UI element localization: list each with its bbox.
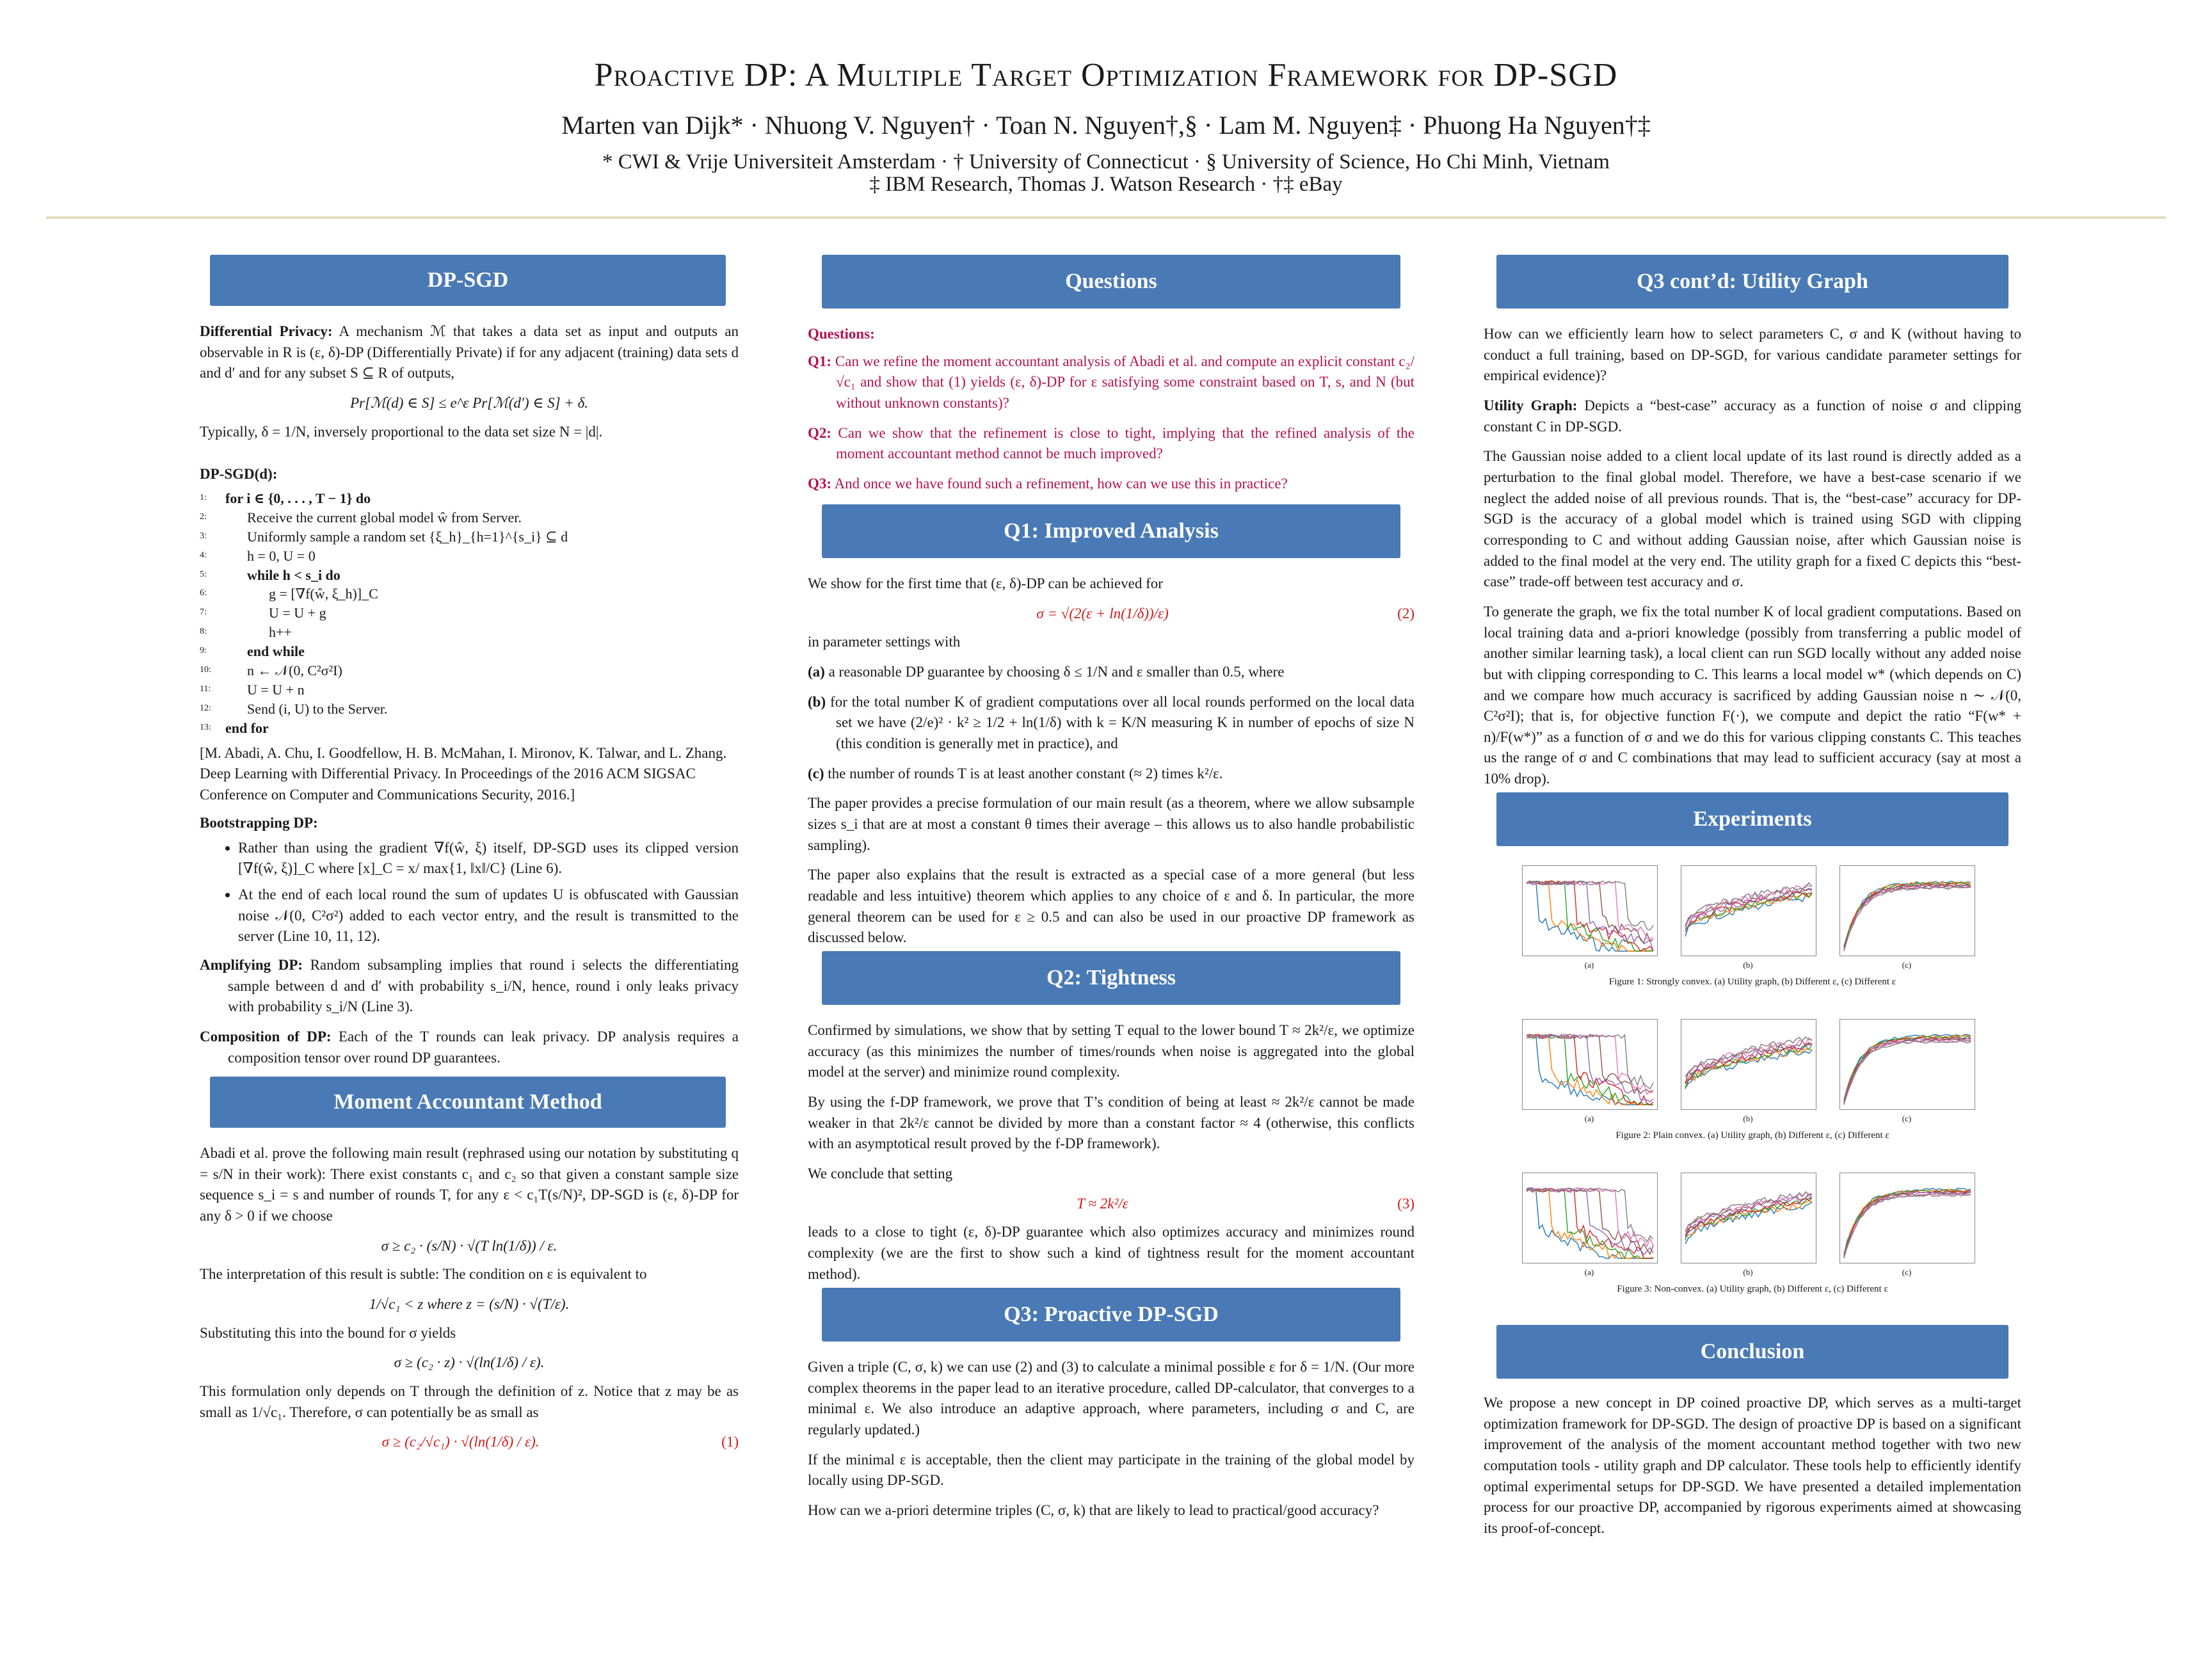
plot-series-line — [1844, 1194, 1971, 1258]
plot-series-line — [1844, 1036, 1971, 1103]
subfigure-label: (b) — [1743, 1114, 1753, 1123]
mam-paragraph-2: The interpretation of this result is subtle: The condition on ε is equivalent to — [200, 1266, 647, 1283]
algorithm-line: 7: U = U + g — [200, 605, 326, 621]
q3-paragraph-3: How can we a-priori determine triples (C, σ, k) that are likely to lead to practical/good accuracy? — [808, 1502, 1379, 1518]
subfigure-label: (b) — [1743, 1267, 1753, 1277]
question-2: Q2: Can we show that the refinement is close to tight, implying that the refined analysis of the moment accountant method cannot be much improved? — [808, 424, 1415, 462]
experiment-plot — [1681, 1173, 1816, 1263]
plot-series-line — [1844, 1038, 1971, 1103]
affiliations-line-2: ‡ IBM Research, Thomas J. Watson Research · †‡ eBay — [869, 173, 1343, 196]
algorithm-line: 13: end for — [200, 719, 269, 736]
mam-equation-4: σ ≥ (c₂/√c₁) · √(ln(1/δ) / ε). (1) — [200, 1432, 739, 1453]
section-header-conclusion: Conclusion — [1496, 1325, 2008, 1379]
experiment-plot — [1522, 865, 1658, 956]
q2-paragraph-2: By using the f-DP framework, we prove that T’s condition of being at least ≈ 2k²/ε cannot be made weaker in that 2k²/ε cannot be divided by more than a constant factor ≈ 4 (otherwise, this conflicts with an asymptotical result proved by the f-DP framework). — [808, 1093, 1415, 1152]
poster-title: Proactive DP: A Multiple Target Optimization Framework for DP-SGD — [594, 57, 1618, 93]
section-header-utility-graph: Q3 cont’d: Utility Graph — [1496, 255, 2008, 309]
amplifying-dp: Amplifying DP: Random subsampling implies that round i selects the differentiating sample between d and d′ with probability s_i/N, hence, round i only leaks privacy with probability s_i/N (Line 3). — [200, 956, 739, 1015]
figure-caption: Figure 3: Non-convex. (a) Utility graph, (b) Different ε, (c) Different ε — [1617, 1284, 1888, 1294]
plot-series-line — [1844, 1190, 1971, 1254]
moment-accountant-section — [200, 1143, 739, 1461]
section-header-moment-accountant: Moment Accountant Method — [210, 1077, 726, 1128]
plot-series-line — [1844, 881, 1971, 946]
algorithm-line: 1: for i ∈ {0, . . . , T − 1} do — [200, 490, 371, 506]
equation-number-3: (3) — [1397, 1195, 1415, 1212]
plot-series-line — [1844, 1034, 1971, 1100]
plot-series-line — [1844, 1037, 1971, 1102]
q2-paragraph-3: We conclude that setting — [808, 1165, 953, 1182]
plot-series-line — [1844, 1039, 1971, 1103]
experiment-plot — [1681, 1019, 1816, 1110]
q1-paragraph-4: The paper also explains that the result is extracted as a special case of a more general (but less readable and less intuitive) theorem which applies to any choice of ε and δ. In particular, the more general theorem can be used for ε ≥ 0.5 and can also be used in our proactive DP framework as discussed below. — [808, 867, 1415, 946]
subfigure-label: (c) — [1902, 1114, 1912, 1123]
plot-series-line — [1844, 1036, 1971, 1102]
experiment-plot — [1839, 865, 1975, 956]
subfigure-label: (c) — [1902, 1267, 1912, 1277]
section-header-q2-tightness: Q2: Tightness — [822, 951, 1400, 1005]
q1-improved-analysis-section — [808, 573, 1415, 958]
affiliations-line-1: * CWI & Vrije Universiteit Amsterdam · † University of Connecticut · § University of Science, Ho Chi Minh, Vietnam — [602, 150, 1610, 173]
subfigure-label: (c) — [1902, 960, 1912, 970]
mam-paragraph-1: Abadi et al. prove the following main result (rephrased using our notation by substituting q = s/N in their work): There exist constants c₁ and c₂ so that given a constant sample size sequence s_i = s and number of rounds T, for any ε < c₁T(s/N)², DP-SGD is (ε, δ)-DP for any δ > 0 if we choose — [200, 1145, 739, 1224]
algorithm-line: 3: Uniformly sample a random set {ξ_h}_{h=1}^{s_i} ⊆ d — [200, 528, 568, 545]
reference-abadi: [M. Abadi, A. Chu, I. Goodfellow, H. B. McMahan, I. Mironov, K. Talwar, and L. Zhang. Deep Learning with Differential Privacy. In Proceedings of the 2016 ACM SIGSAC Conference on Computer and Communications Security, 2016.] — [200, 744, 727, 803]
section-header-q3-proactive: Q3: Proactive DP-SGD — [822, 1288, 1400, 1342]
algorithm-line: 11: U = U + n — [200, 682, 305, 698]
plot-series-line — [1527, 1188, 1653, 1254]
bootstrapping-bullet-2: • At the end of each local round the sum of updates U is obfuscated with Gaussian noise 𝒩(0, C²σ²) added to each vector entry, and the result is transmitted to the server (Line 10, 11, 12). — [238, 885, 739, 947]
plot-series-line — [1527, 881, 1653, 943]
composition-dp: Composition of DP: Each of the T rounds can leak privacy. DP analysis requires a composition tensor over round DP guarantees. — [200, 1028, 739, 1066]
experiment-plot — [1839, 1019, 1975, 1110]
plot-series-line — [1844, 885, 1971, 950]
algorithm-line: 2: Receive the current global model ŵ from Server. — [200, 509, 522, 525]
plot-series-line — [1844, 1041, 1971, 1105]
questions-section — [808, 324, 1415, 504]
dp-sgd-section — [200, 321, 739, 815]
plot-series-line — [1844, 1039, 1971, 1105]
equation-2: σ = √(2(ε + ln(1/δ))/ε) (2) — [808, 604, 1415, 625]
ug-paragraph-2: Utility Graph: Depicts a “best-case” accuracy as a function of noise σ and clipping constant C in DP-SGD. — [1484, 397, 2021, 435]
algorithm-line: 4: h = 0, U = 0 — [200, 547, 316, 564]
plot-series-line — [1844, 885, 1971, 950]
conclusion-section — [1484, 1393, 2021, 1548]
plot-series-line — [1844, 1192, 1971, 1258]
equation-number-1: (1) — [721, 1434, 739, 1450]
algorithm-line: 12: Send (i, U) to the Server. — [200, 700, 388, 717]
mam-equation-1: σ ≥ c₂ · (s/N) · √(T ln(1/δ)) / ε. — [381, 1237, 557, 1254]
algorithm-list — [200, 489, 739, 738]
section-header-dp-sgd: DP-SGD — [210, 255, 726, 306]
plot-series-line — [1844, 1192, 1971, 1256]
q2-paragraph-4: leads to a close to tight (ε, δ)-DP guarantee which also optimizes accuracy and minimizes round complexity (we are the first to show such a kind of tightness result for the moment accountant method). — [808, 1224, 1415, 1282]
ug-paragraph-1: How can we efficiently learn how to select parameters C, σ and K (without having to conduct a full training, based on DP-SGD, for various candidate parameter settings for empirical evidence)? — [1484, 326, 2021, 384]
section-header-questions: Questions — [822, 255, 1400, 309]
plot-series-line — [1527, 881, 1653, 951]
experiment-plot — [1522, 1173, 1658, 1263]
condition-b: (b) for the total number K of gradient computations over all local rounds performed on the local data set we have (2/e)² · k² ≥ 1/2 + ln(1/δ) with k = K/N measuring K in number of epochs of size N (this condition is generally met in practice), and — [808, 693, 1415, 751]
question-1: Q1: Can we refine the moment accountant analysis of Abadi et al. and compute an explicit constant c₂/√c₁ and show that (1) yields (ε, δ)-DP for ε satisfying some constraint based on T, s, and N (but without unknown constants)? — [808, 353, 1415, 411]
experiment-plot — [1522, 1019, 1658, 1110]
bootstrapping-section — [200, 813, 739, 1077]
dp-definition: Differential Privacy: A mechanism ℳ that takes a data set as input and outputs an observable in R is (ε, δ)-DP (Differentially Private) if for any adjacent (training) data sets d and d′ and for any subset S ⊆ R of outputs, — [200, 323, 739, 381]
figure-caption: Figure 2: Plain convex. (a) Utility graph, (b) Different ε, (c) Different ε — [1615, 1130, 1889, 1141]
plot-series-line — [1844, 883, 1971, 947]
plot-series-line — [1844, 886, 1971, 950]
algorithm-line: 8: h++ — [200, 624, 292, 641]
algorithm-title: DP-SGD(d): — [200, 466, 278, 483]
q3-paragraph-1: Given a triple (C, σ, k) we can use (2) and (3) to calculate a minimal possible ε for δ = 1/N. (Our more complex theorems in the paper lead to an iterative procedure, called DP-calculator, that converges to a minimal ε. We also introduce an adaptive approach, where parameters, including σ and C, are regularly updated.) — [808, 1359, 1415, 1438]
q1-paragraph-1: We show for the first time that (ε, δ)-DP can be achieved for — [808, 575, 1163, 591]
algorithm-line: 5: while h < s_i do — [200, 566, 341, 583]
plot-series-line — [1685, 1038, 1812, 1077]
plot-series-line — [1844, 883, 1971, 948]
mam-equation-2: 1/√c₁ < z where z = (s/N) · √(T/ε). — [369, 1295, 570, 1312]
conclusion-paragraph: We propose a new concept in DP coined proactive DP, which serves as a multi-target optimization framework for DP-SGD. The design of proactive DP is based on a significant improvement of the analysis of the moment accountant method together with two new computation tools - utility graph and DP calculator. These tools help to efficiently identify optimal experimental setups for DP-SGD. We have presented a detailed implementation process for our proactive DP, accompanied by rigorous experiments aimed at showcasing its proof-of-concept. — [1484, 1395, 2021, 1536]
bootstrapping-title: Bootstrapping DP: — [200, 815, 318, 831]
poster-header — [0, 0, 2212, 221]
equation-number-2: (2) — [1397, 605, 1415, 621]
subfigure-label: (b) — [1743, 960, 1753, 970]
q2-paragraph-1: Confirmed by simulations, we show that by setting T equal to the lower bound T ≈ 2k²/ε, we optimize accuracy (as this minimizes the number of times/rounds when noise is aggregated into the global model at the server) and minimize round complexity. — [808, 1022, 1415, 1080]
plot-series-line — [1527, 881, 1653, 951]
questions-label: Questions: — [808, 326, 875, 342]
plot-series-line — [1844, 882, 1971, 947]
plot-series-line — [1685, 888, 1812, 932]
plot-series-line — [1844, 1194, 1971, 1258]
author-list: Marten van Dijk* · Nhuong V. Nguyen† · Toan N. Nguyen†,§ · Lam M. Nguyen‡ · Phuong Ha Nguyen†‡ — [561, 111, 1651, 140]
plot-series-line — [1527, 1188, 1653, 1246]
q1-paragraph-3: The paper provides a precise formulation of our main result (as a theorem, where we allow subsample sizes s_i that are at most a constant θ times their average – this allows us to also handle probabilistic sampling). — [808, 795, 1415, 853]
bootstrapping-bullet-1: • Rather than using the gradient ∇f(ŵ, ξ) itself, DP-SGD uses its clipped version [∇f(ŵ, ξ)]_C where [x]_C = x/ max{1, ‖x‖/C} (Line 6). — [238, 838, 739, 879]
figure-caption: Figure 1: Strongly convex. (a) Utility graph, (b) Different ε, (c) Different ε — [1608, 977, 1896, 987]
subfigure-label: (a) — [1584, 1267, 1594, 1277]
typical-delta-text: Typically, δ = 1/N, inversely proportional to the data set size N = |d|. — [200, 423, 603, 440]
q3-paragraph-2: If the minimal ε is acceptable, then the client may participate in the training of the global model by locally using DP-SGD. — [808, 1451, 1415, 1489]
algorithm-line: 9: end while — [200, 643, 305, 660]
mam-paragraph-3: Substituting this into the bound for σ yields — [200, 1324, 456, 1341]
q2-tightness-section — [808, 1020, 1415, 1294]
mam-paragraph-4: This formulation only depends on T through the definition of z. Notice that z may be as small as 1/√c₁. Therefore, σ can potentially be as small as — [200, 1382, 739, 1420]
algorithm-line: 10: n ← 𝒩(0, C²σ²I) — [200, 662, 342, 679]
section-header-q1-improved-analysis: Q1: Improved Analysis — [822, 504, 1400, 558]
plot-series-line — [1527, 881, 1653, 939]
plot-series-line — [1527, 881, 1653, 951]
ug-paragraph-3: The Gaussian noise added to a client local update of its last round is directly added as a perturbation to the final global model. Therefore, we have a best-case scenario if we neglect the added noise of all previous rounds. That is, the “best-case” accuracy for DP-SGD is the accuracy of a global model which is trained using SGD with clipping corresponding to C and without adding Gaussian noise, after which Gaussian noise is added to the final model at the very end. The utility graph for a fixed C depicts this “best-case” trade-off between test accuracy and σ. — [1484, 448, 2021, 590]
dp-equation: Pr[ℳ(d) ∈ S] ≤ e^ε Pr[ℳ(d′) ∈ S] + δ. — [349, 394, 589, 411]
q3-proactive-section — [808, 1357, 1415, 1530]
section-header-experiments: Experiments — [1496, 792, 2008, 846]
plot-series-line — [1844, 1190, 1971, 1256]
header-divider — [46, 216, 2166, 219]
plot-series-line — [1844, 887, 1971, 951]
subfigure-label: (a) — [1584, 960, 1594, 970]
condition-c: (c) the number of rounds T is at least another constant (≈ 2) times k²/ε. — [808, 765, 1223, 781]
mam-equation-3: σ ≥ (c₂ · z) · √(ln(1/δ) / ε). — [394, 1354, 545, 1371]
plot-series-line — [1844, 1188, 1971, 1254]
subfigure-label: (a) — [1584, 1114, 1594, 1123]
ug-paragraph-4: To generate the graph, we fix the total number K of local gradient computations. Based on local training data and a-priori knowledge (possibly from transferring a public model of another similar learning task), a local client can run SGD locally without any added noise but with clipping corresponding to C. This learns a local model w* (which depends on C) and we compare how much accuracy is sacrificed by adding Gaussian noise n ∼ 𝒩(0, C²σ²I); that is, for objective function F(·), we compute and depict the ratio “F(w* + n)/F(w*)” as a function of σ and we do this for various clipping constants C. This teaches us the range of σ and C combinations that may lead to sufficient accuracy (say at most a 10% drop). — [1484, 603, 2021, 787]
experiment-plot — [1839, 1173, 1975, 1263]
equation-3: T ≈ 2k²/ε (3) — [808, 1194, 1415, 1215]
utility-graph-section — [1484, 324, 2021, 799]
algorithm-line: 6: g = [∇f(ŵ, ξ_h)]_C — [200, 586, 378, 602]
question-3: Q3: And once we have found such a refinement, how can we use this in practice? — [808, 475, 1288, 492]
q1-paragraph-2: in parameter settings with — [808, 634, 961, 650]
plot-series-line — [1844, 1189, 1971, 1254]
experiment-plot — [1681, 865, 1816, 956]
condition-a: (a) a reasonable DP guarantee by choosing δ ≤ 1/N and ε smaller than 0.5, where — [808, 663, 1285, 680]
